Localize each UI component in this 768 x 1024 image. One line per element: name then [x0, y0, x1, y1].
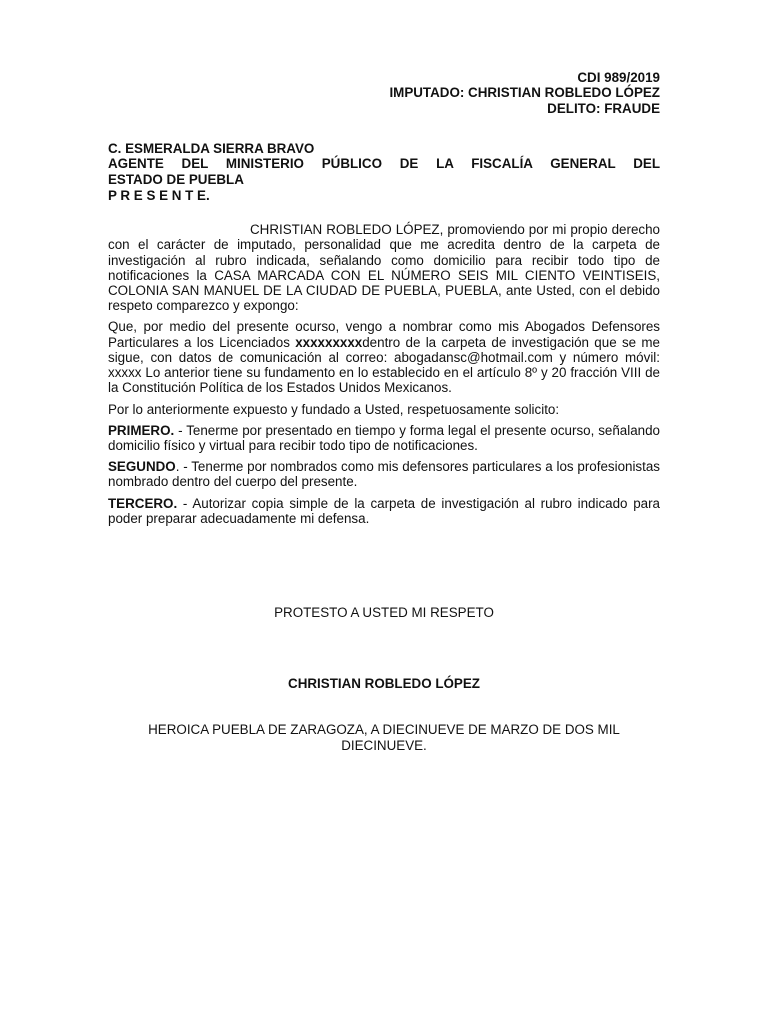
point-segundo: [108, 459, 660, 489]
point-primero-text: - Tenerme por presentado en tiempo y forma legal el presente ocurso, señalando domicilio físico y virtual para recibir todo tipo de notificaciones.: [108, 422, 660, 453]
addressee-name: C. ESMERALDA SIERRA BRAVO: [108, 140, 315, 156]
place-date-line2: DIECINUEVE.: [341, 737, 427, 753]
point-segundo-label: SEGUNDO: [108, 459, 176, 475]
addressee-title-line2: ESTADO DE PUEBLA: [108, 172, 244, 188]
appointment-names: xxxxxxxxx: [295, 334, 363, 350]
point-primero-label: PRIMERO.: [108, 422, 175, 438]
document-page: [108, 70, 660, 526]
presente-line: P R E S E N T E.: [108, 187, 210, 203]
point-tercero: [108, 496, 660, 526]
case-header: [108, 70, 660, 116]
signature-name: CHRISTIAN ROBLEDO LÓPEZ: [288, 676, 480, 691]
place-date-line1: HEROICA PUEBLA DE ZARAGOZA, A DIECINUEVE DE MARZO DE DOS MIL: [148, 722, 620, 737]
case-number: CDI 989/2019: [577, 70, 660, 85]
appointment-text-part2: dentro de la carpeta de investigación que se me sigue, con datos de comunicación al correo: abogadansc@hotmail.com y número móvil: xxxxx Lo anterior tiene su fundamento en lo establecido en el artículo 8º y 20 fracción VIII de la Constitución Política de los Estados Unidos Mexicanos.: [108, 334, 660, 396]
appointment-text-part1: Que, por medio del presente ocurso, vengo a nombrar como mis Abogados Defensores Particulares a los Licenciados: [108, 319, 660, 350]
point-segundo-text: . - Tenerme por nombrados como mis defensores particulares a los profesionistas nombrado dentro del cuerpo del presente.: [108, 459, 660, 490]
point-tercero-text: - Autorizar copia simple de la carpeta de investigación al rubro indicado para poder preparar adecuadamente mi defensa.: [108, 495, 660, 526]
place-date: [108, 722, 660, 753]
addressee-block: [108, 141, 660, 203]
accused-line: IMPUTADO: CHRISTIAN ROBLEDO LÓPEZ: [389, 85, 660, 101]
offense-line: DELITO: FRAUDE: [547, 100, 660, 116]
request-intro: Por lo anteriormente expuesto y fundado a Usted, respetuosamente solicito:: [108, 401, 560, 417]
intro-paragraph: CHRISTIAN ROBLEDO LÓPEZ, promoviendo por mi propio derecho con el carácter de imputado, personalidad que me acredita dentro de la carpeta de investigación al rubro indicada, señalando como domicilio para recibir todo tipo de notificaciones la CASA MARCADA CON EL NÚMERO SEIS MIL CIENTO VEINTISEIS, COLONIA SAN MANUEL DE LA CIUDAD DE PUEBLA, PUEBLA, ante Usted, con el debido respeto comparezco y expongo:: [108, 222, 660, 314]
addressee-title-line1: AGENTE DEL MINISTERIO PÚBLICO DE LA FISCALÍA GENERAL DEL: [108, 156, 660, 172]
point-primero: [108, 423, 660, 453]
point-tercero-label: TERCERO.: [108, 495, 178, 511]
protesto-line: PROTESTO A USTED MI RESPETO: [274, 605, 494, 620]
appointment-paragraph: [108, 319, 660, 395]
